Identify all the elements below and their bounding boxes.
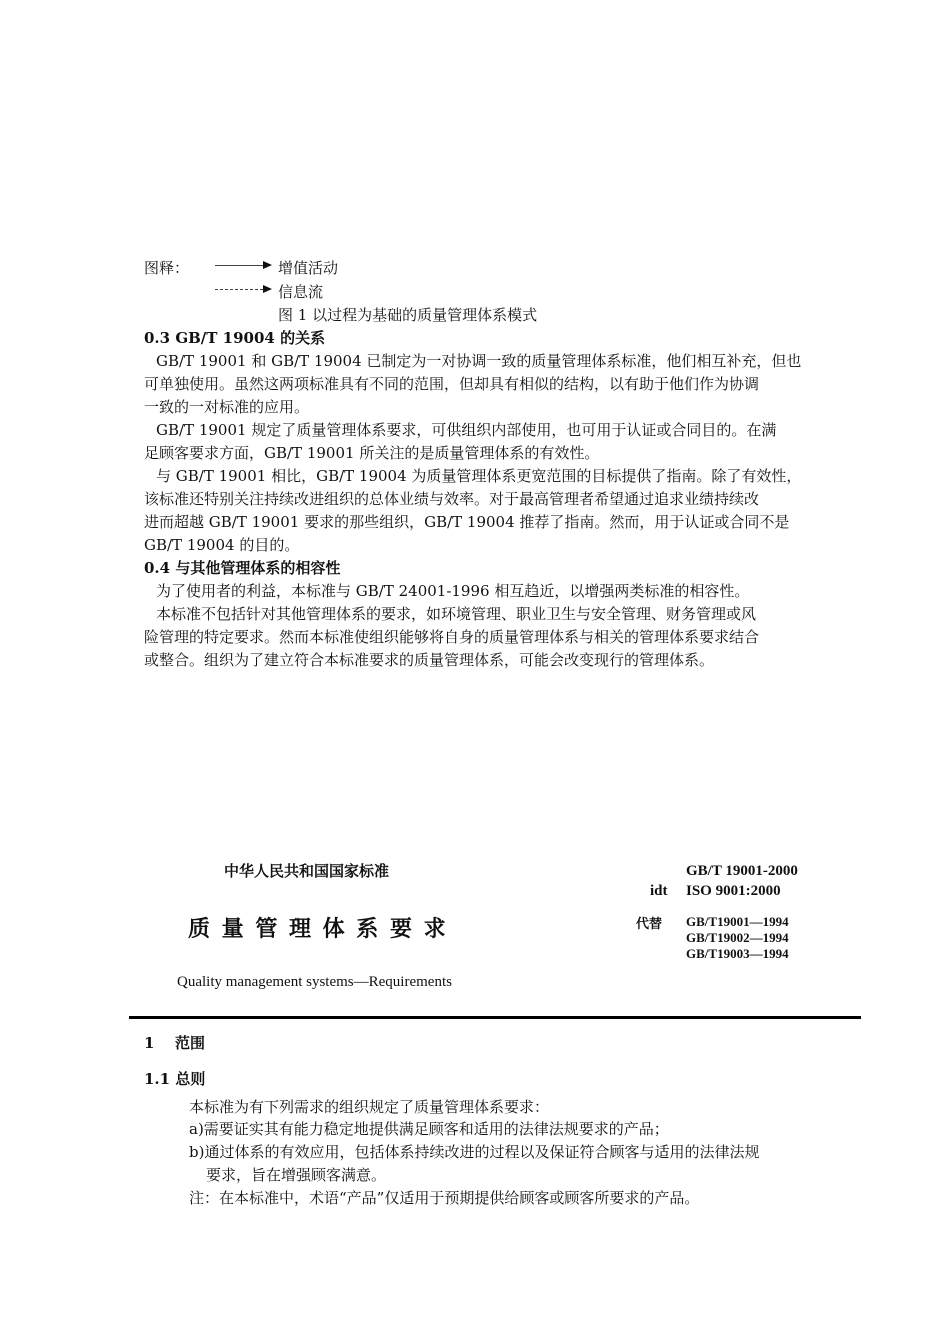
section-1-number: 1: [144, 1034, 155, 1052]
section-0-3-heading: 0.3 GB/T 19004 的关系: [144, 329, 326, 347]
section-0-3-paragraph-3: 与 GB/T 19001 相比，GB/T 19004 为质量管理体系更宽范围的目标提供了指南。除了有效性， 该标准还特别关注持续改进组织的总体业绩与效率。对于最高管理者希望通过追求业绩持续改 进而超越 GB/T 19001 要求的那些组织，GB/T 19004 推荐了指南。然而，用于认证或合同不是 GB/T 19004 的目的。: [144, 467, 802, 554]
section-1-heading: 范围: [175, 1034, 206, 1052]
section-1-1-heading: 1.1 总则: [144, 1070, 206, 1088]
list-item-a: a)需要证实其有能力稳定地提供满足顾客和适用的法律法规要求的产品；: [189, 1120, 669, 1138]
figure-caption: 图 1 以过程为基础的质量管理体系模式: [278, 306, 538, 324]
replaced-standard: GB/T19001—1994: [686, 914, 789, 929]
idt-label: idt: [650, 883, 668, 899]
section-0-4-paragraph-1: 为了使用者的利益，本标准与 GB/T 24001-1996 相互趋近，以增强两类标准的相容性。: [156, 582, 750, 600]
section-1-1-note: 注：在本标准中，术语“产品”仅适用于预期提供给顾客或顾客所要求的产品。: [189, 1189, 700, 1207]
replaced-standard: GB/T19003—1994: [686, 946, 789, 961]
standard-title-zh: 质 量 管 理 体 系 要 求: [188, 917, 448, 942]
section-0-4-paragraph-2: 本标准不包括针对其他管理体系的要求，如环境管理、职业卫生与安全管理、财务管理或风 险管理的特定要求。然而本标准使组织能够将自身的质量管理体系与相关的管理体系要求结合 或整合。组织为了建立符合本标准要求的质量管理体系，可能会改变现行的管理体系。: [144, 605, 760, 669]
iso-code: ISO 9001:2000: [686, 883, 781, 899]
replaces-label: 代替: [636, 917, 663, 932]
list-item-b-continuation: 要求，旨在增强顾客满意。: [206, 1166, 387, 1184]
standard-code: GB/T 19001-2000: [686, 863, 798, 879]
list-item-b: b)通过体系的有效应用，包括体系持续改进的过程以及保证符合顾客与适用的法律法规: [189, 1143, 760, 1161]
standard-title-en: Quality management systems—Requirements: [177, 974, 452, 990]
section-0-3-paragraph-1: GB/T 19001 和 GB/T 19004 已制定为一对协调一致的质量管理体系标准，他们相互补充，但也 可单独使用。虽然这两项标准具有不同的范围，但却具有相似的结构，以有助于他们作为协调 一致的一对标准的应用。: [144, 352, 802, 416]
national-standard-label: 中华人民共和国国家标准: [224, 862, 390, 880]
section-1-1-intro: 本标准为有下列需求的组织规定了质量管理体系要求：: [189, 1098, 550, 1116]
header-divider: [129, 1016, 861, 1019]
solid-arrow-icon: [215, 262, 275, 274]
replaced-standards-list: [686, 914, 789, 962]
legend-solid-label: 增值活动: [278, 259, 339, 277]
section-0-3-paragraph-2: GB/T 19001 规定了质量管理体系要求，可供组织内部使用，也可用于认证或合同目的。在满 足顾客要求方面，GB/T 19001 所关注的是质量管理体系的有效性。: [144, 421, 777, 462]
replaced-standard: GB/T19002—1994: [686, 930, 789, 945]
dashed-arrow-icon: [215, 286, 275, 298]
legend-title: 图释：: [144, 259, 190, 277]
section-0-4-heading: 0.4 与其他管理体系的相容性: [144, 559, 341, 577]
legend-dashed-label: 信息流: [278, 283, 324, 301]
